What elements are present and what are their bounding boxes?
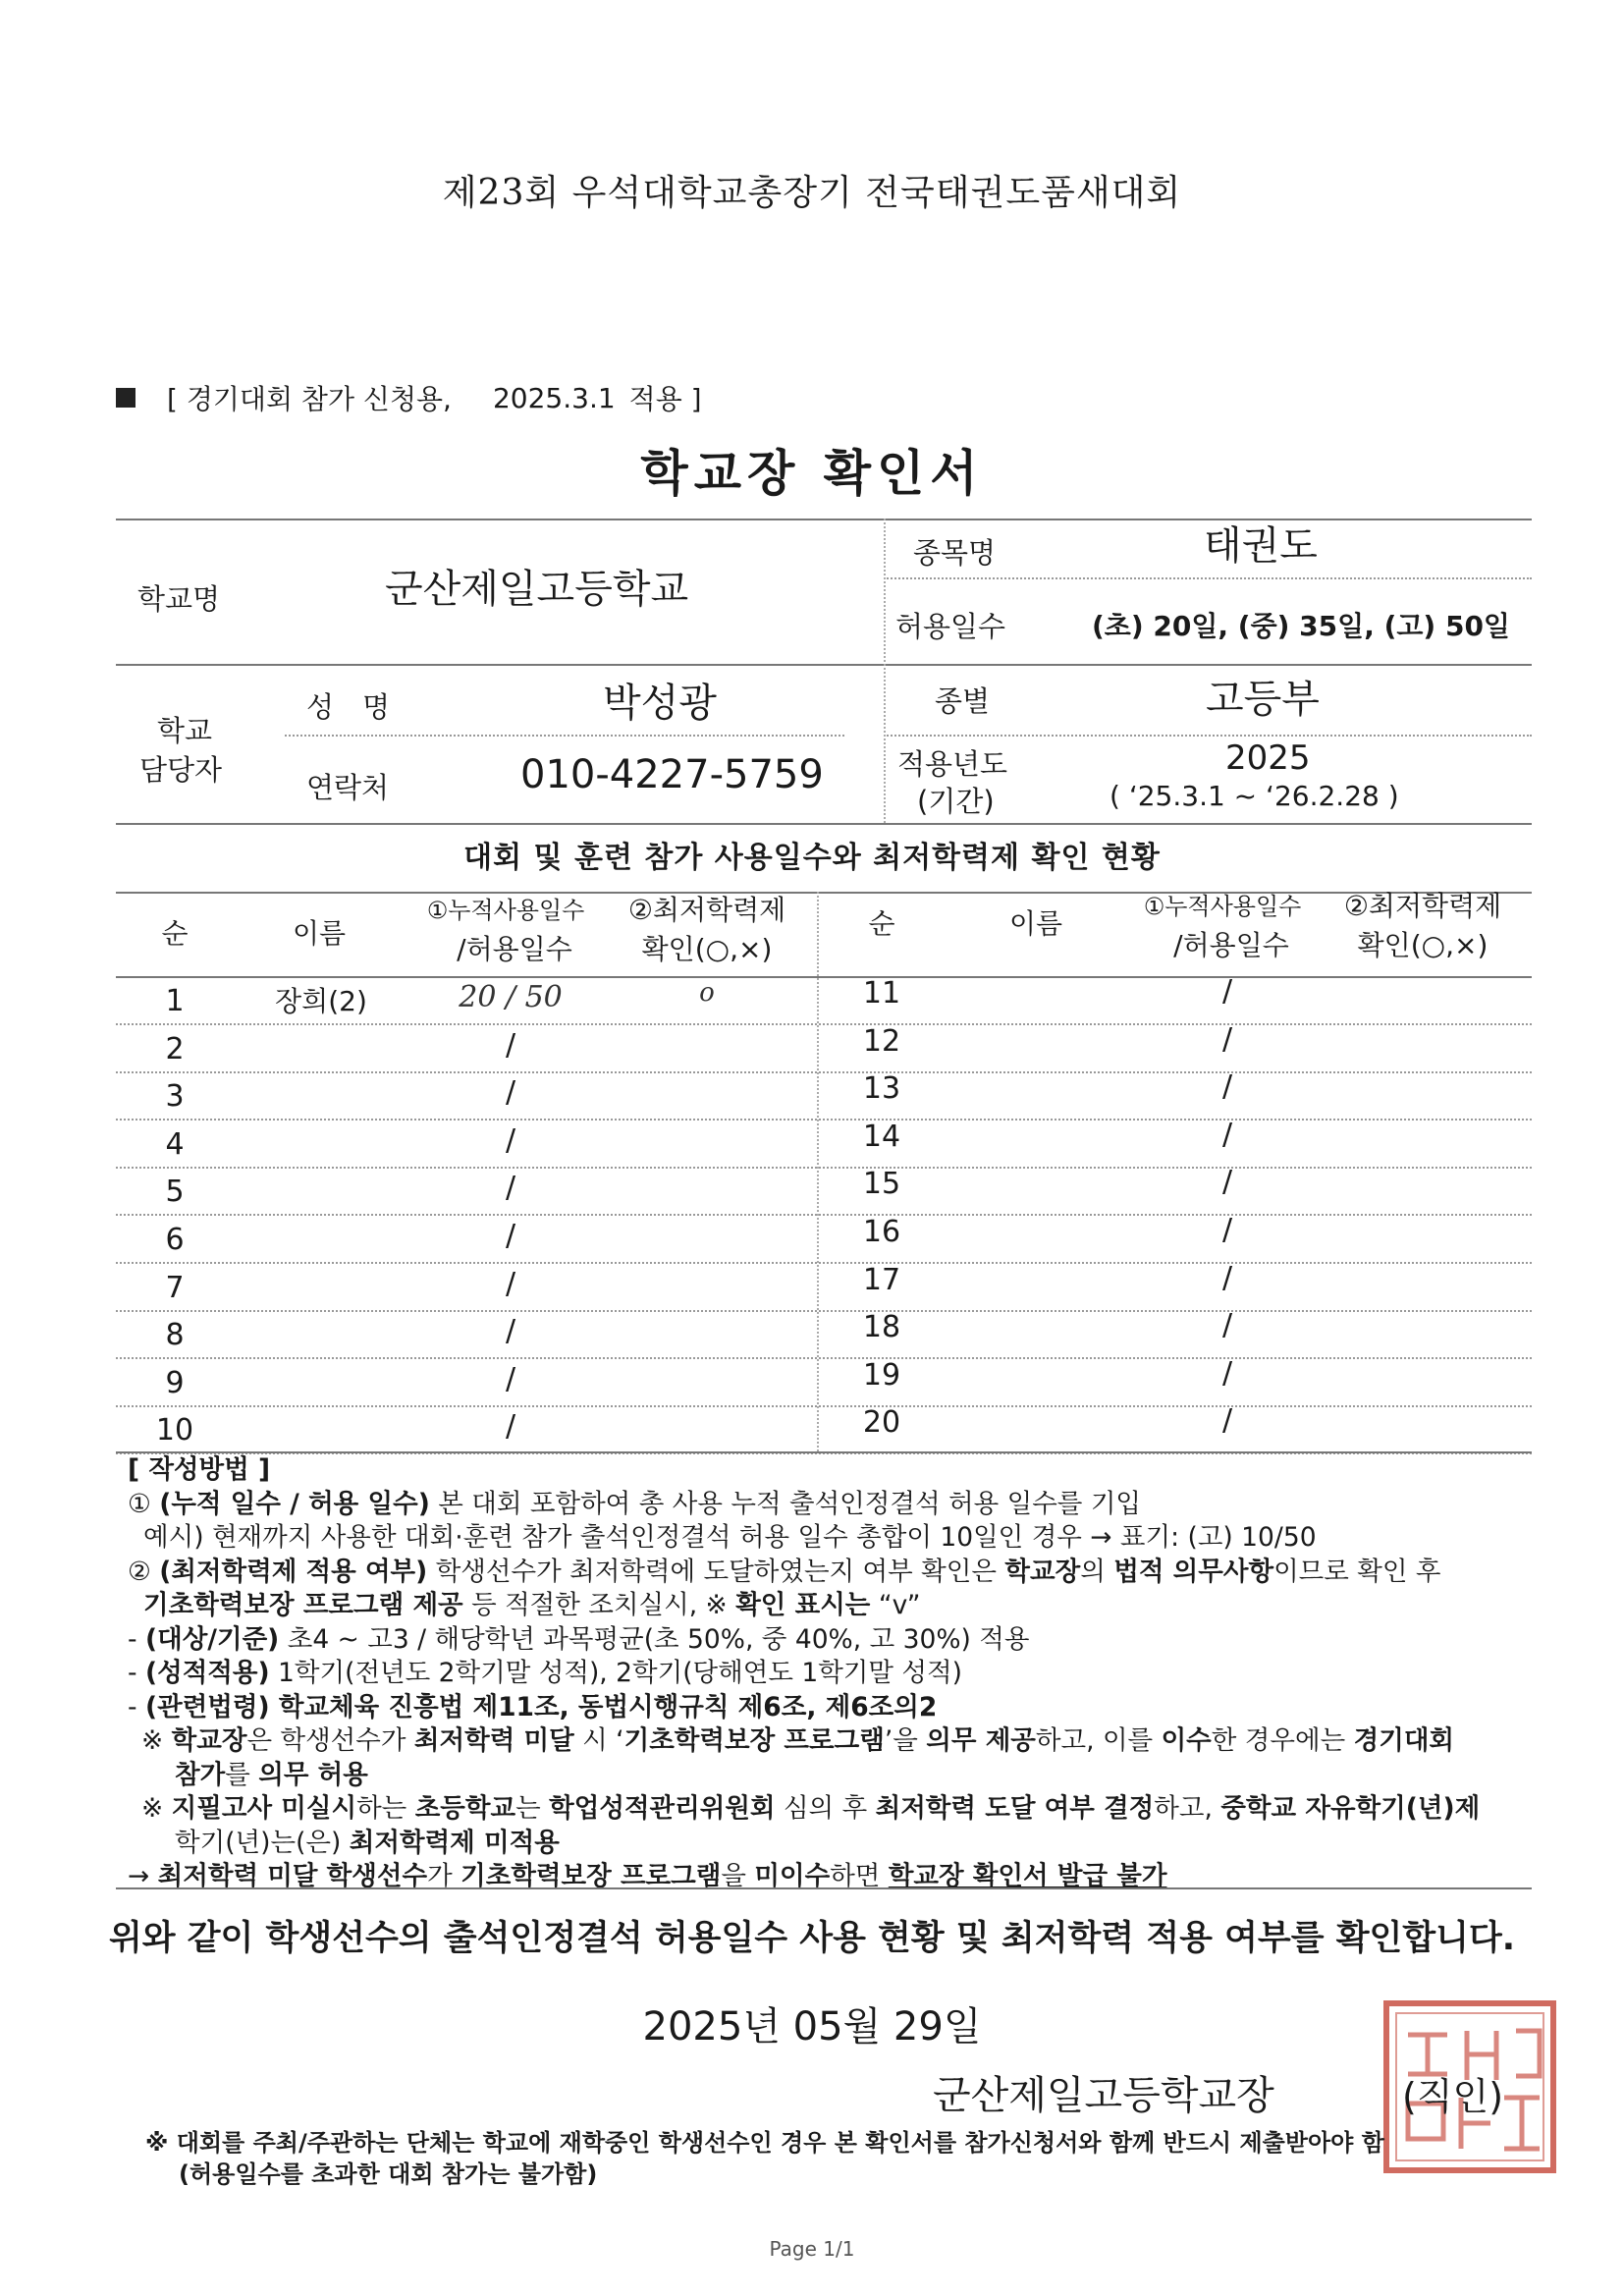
grades-line: - (성적적용) 1학기(전년도 2학기말 성적), 2학기(당해연도 1학기말 성적): [128, 1658, 962, 1688]
contact-value: 010-4227-5759: [520, 752, 824, 797]
row-no-left: 10: [155, 1413, 194, 1449]
row-rule: [116, 1023, 1532, 1025]
note-3: → 최저학력 미달 학생선수가 기초학력보장 프로그램을 미이수하면 학교장 확인서 발급 불가: [128, 1861, 1167, 1891]
th-days-1-right: ①누적사용일수: [1143, 893, 1302, 920]
row-no-right: 14: [862, 1119, 901, 1154]
th-academic-1-left: ②최저학력제: [627, 894, 786, 926]
instruction-2: ② (최저학력제 적용 여부) 학생선수가 최저학력에 도달하였는지 여부 확인은 학교장의 법적 의무사항이므로 확인 후: [128, 1556, 1441, 1587]
row-days-right[interactable]: /: [1221, 1403, 1233, 1439]
row-days-right[interactable]: /: [1221, 1213, 1233, 1247]
info-row-rule: [884, 577, 1532, 579]
row-days-right[interactable]: /: [1221, 1021, 1233, 1057]
criteria-line: - (대상/기준) 초4 ~ 고3 / 해당학년 과목평균(초 50%, 중 40%, 고 30%) 적용: [128, 1623, 1030, 1655]
contact-row-rule: [285, 735, 844, 737]
th-days-2-left: /허용일수: [457, 933, 572, 965]
row-no-left: 9: [165, 1365, 185, 1400]
th-no-left: 순: [161, 917, 189, 950]
row-no-right: 16: [862, 1215, 901, 1249]
year-label-2: (기간): [917, 785, 995, 818]
th-name-left: 이름: [292, 917, 347, 950]
division-value: 고등부: [1206, 677, 1320, 722]
division-label: 종별: [935, 684, 991, 718]
row-days-left[interactable]: /: [505, 1266, 516, 1301]
row-days-left[interactable]: 20 / 50: [459, 980, 563, 1014]
usage-purpose: [ 경기대회 참가 신청용,: [167, 383, 452, 415]
law-line: - (관련법령) 학교체육 진흥법 제11조, 동법시행규칙 제6조, 제6조의2: [128, 1691, 938, 1722]
row-no-right: 15: [862, 1167, 901, 1202]
row-rule: [116, 1119, 1532, 1121]
document-title: 학교장 확인서: [640, 445, 984, 502]
note-2-line-2: 학기(년)는(은) 최저학력제 미적용: [175, 1827, 560, 1858]
allowed-days-label: 허용일수: [895, 610, 1006, 643]
table-header-rule: [116, 976, 1532, 978]
info-divider: [884, 519, 886, 823]
row-days-left[interactable]: /: [505, 1027, 516, 1063]
year-row-rule: [884, 735, 1532, 737]
row-rule: [116, 1214, 1532, 1216]
row-no-left: 3: [165, 1079, 185, 1115]
usage-line: [116, 378, 702, 417]
event-label: 종목명: [913, 536, 997, 570]
period-value: ( ‘25.3.1 ~ ‘26.2.28 ): [1110, 780, 1399, 812]
row-no-left: 8: [165, 1318, 185, 1353]
row-no-left: 6: [165, 1223, 185, 1257]
year-label-1: 적용년도: [897, 747, 1008, 781]
instruction-2-line-2: 기초학력보장 프로그램 제공 등 적절한 조치실시, ※ 확인 표시는 “v”: [143, 1590, 921, 1620]
note-2: ※ 지필고사 미실시하는 초등학교는 학업성적관리위원회 심의 후 최저학력 도달 여부 결정하고, 중학교 자유학기(년)제: [141, 1793, 1481, 1824]
row-check-left[interactable]: o: [699, 978, 715, 1008]
th-academic-1-right: ②최저학력제: [1343, 890, 1502, 922]
row-no-right: 18: [862, 1310, 901, 1345]
row-days-right[interactable]: /: [1221, 974, 1233, 1009]
note-1-line-2: 참가를 의무 허용: [175, 1759, 368, 1790]
row-days-right[interactable]: /: [1221, 1117, 1233, 1152]
row-days-right[interactable]: /: [1221, 1069, 1233, 1105]
row-rule: [116, 1310, 1532, 1312]
row-no-right: 13: [862, 1071, 901, 1107]
row-rule: [116, 1262, 1532, 1264]
contact-label: 연락처: [306, 771, 390, 804]
manager-label-1: 학교: [157, 714, 213, 747]
th-days-1-left: ①누적사용일수: [426, 897, 585, 924]
instructions-heading: [ 작성방법 ]: [128, 1454, 271, 1485]
row-no-left: 7: [165, 1270, 185, 1305]
info-mid-rule: [116, 664, 1532, 666]
manager-label-2: 담당자: [139, 753, 223, 787]
row-no-right: 12: [862, 1023, 901, 1059]
page-number: Page 1/1: [769, 2237, 855, 2261]
row-no-right: 17: [862, 1262, 901, 1297]
row-no-right: 11: [862, 976, 901, 1011]
row-days-left[interactable]: /: [505, 1361, 516, 1396]
row-days-right[interactable]: /: [1221, 1260, 1233, 1295]
seal-label: (직인): [1402, 2075, 1504, 2118]
row-rule: [116, 1357, 1532, 1359]
row-days-left[interactable]: /: [505, 1122, 516, 1158]
row-days-left[interactable]: /: [505, 1171, 516, 1206]
th-academic-2-right: 확인(○,×): [1357, 929, 1489, 961]
instructions-bottom-rule: [116, 1887, 1532, 1889]
note-1: ※ 학교장은 학생선수가 최저학력 미달 시 ‘기초학력보장 프로그램’을 의무 제공하고, 이를 이수한 경우에는 경기대회: [141, 1725, 1455, 1756]
row-no-left: 5: [165, 1175, 185, 1210]
year-value: 2025: [1225, 738, 1311, 778]
row-days-right[interactable]: /: [1221, 1308, 1233, 1343]
issue-date: 2025년 05월 29일: [642, 2004, 982, 2050]
name-label: 성 명: [306, 690, 391, 724]
row-no-right: 19: [862, 1357, 901, 1393]
event-value: 태권도: [1204, 523, 1318, 569]
row-no-left: 1: [165, 984, 185, 1018]
row-name-left: 장희(2): [275, 985, 367, 1017]
footnote-line-2: (허용일수를 초과한 대회 참가는 불가함): [179, 2160, 598, 2188]
th-no-right: 순: [868, 907, 895, 940]
row-days-left[interactable]: /: [505, 1219, 516, 1253]
row-days-right[interactable]: /: [1221, 1165, 1233, 1200]
row-rule: [116, 1071, 1532, 1073]
name-value: 박성광: [603, 681, 717, 726]
square-bullet-icon: [116, 388, 135, 408]
instruction-1-example: 예시) 현재까지 사용한 대회·훈련 참가 출석인정결석 허용 일수 총합이 10일인 경우 → 표기: (고) 10/50: [143, 1522, 1317, 1553]
footnote-line-1: ※ 대회를 주최/주관하는 단체는 학교에 재학중인 학생선수인 경우 본 확인서를 참가신청서와 함께 반드시 제출받아야 함: [145, 2129, 1384, 2157]
usage-apply: 적용 ]: [628, 383, 702, 415]
instructions: [128, 1453, 1542, 1894]
footnote: [145, 2127, 1384, 2190]
row-rule: [116, 1167, 1532, 1169]
event-title: 제23회 우석대학교총장기 전국태권도품새대회: [442, 173, 1182, 213]
row-no-left: 2: [165, 1031, 185, 1066]
allowed-days-value: (초) 20일, (중) 35일, (고) 50일: [1092, 610, 1510, 642]
usage-date: 2025.3.1: [492, 381, 616, 414]
row-days-left[interactable]: /: [505, 1409, 516, 1445]
th-days-2-right: /허용일수: [1173, 929, 1289, 961]
info-bottom-rule: [116, 823, 1532, 825]
instruction-1: ① (누적 일수 / 허용 일수) 본 대회 포함하여 총 사용 누적 출석인정결석 허용 일수를 기입: [128, 1488, 1142, 1519]
confirmation-statement: 위와 같이 학생선수의 출석인정결석 허용일수 사용 현황 및 최저학력 적용 여부를 확인합니다.: [108, 1919, 1516, 1958]
row-days-right[interactable]: /: [1221, 1355, 1233, 1391]
info-top-rule: [116, 519, 1532, 520]
row-days-left[interactable]: /: [505, 1314, 516, 1349]
table-center-divider: [817, 892, 819, 1451]
row-days-left[interactable]: /: [505, 1075, 516, 1111]
status-title: 대회 및 훈련 참가 사용일수와 최저학력제 확인 현황: [463, 841, 1161, 875]
row-no-left: 4: [165, 1126, 185, 1162]
th-name-right: 이름: [1008, 907, 1063, 940]
row-no-right: 20: [862, 1405, 901, 1441]
row-rule: [116, 1405, 1532, 1407]
school-value: 군산제일고등학교: [385, 567, 689, 612]
th-academic-2-left: 확인(○,×): [641, 933, 773, 965]
school-label: 학교명: [137, 582, 221, 616]
signer-name: 군산제일고등학교장: [933, 2073, 1274, 2118]
